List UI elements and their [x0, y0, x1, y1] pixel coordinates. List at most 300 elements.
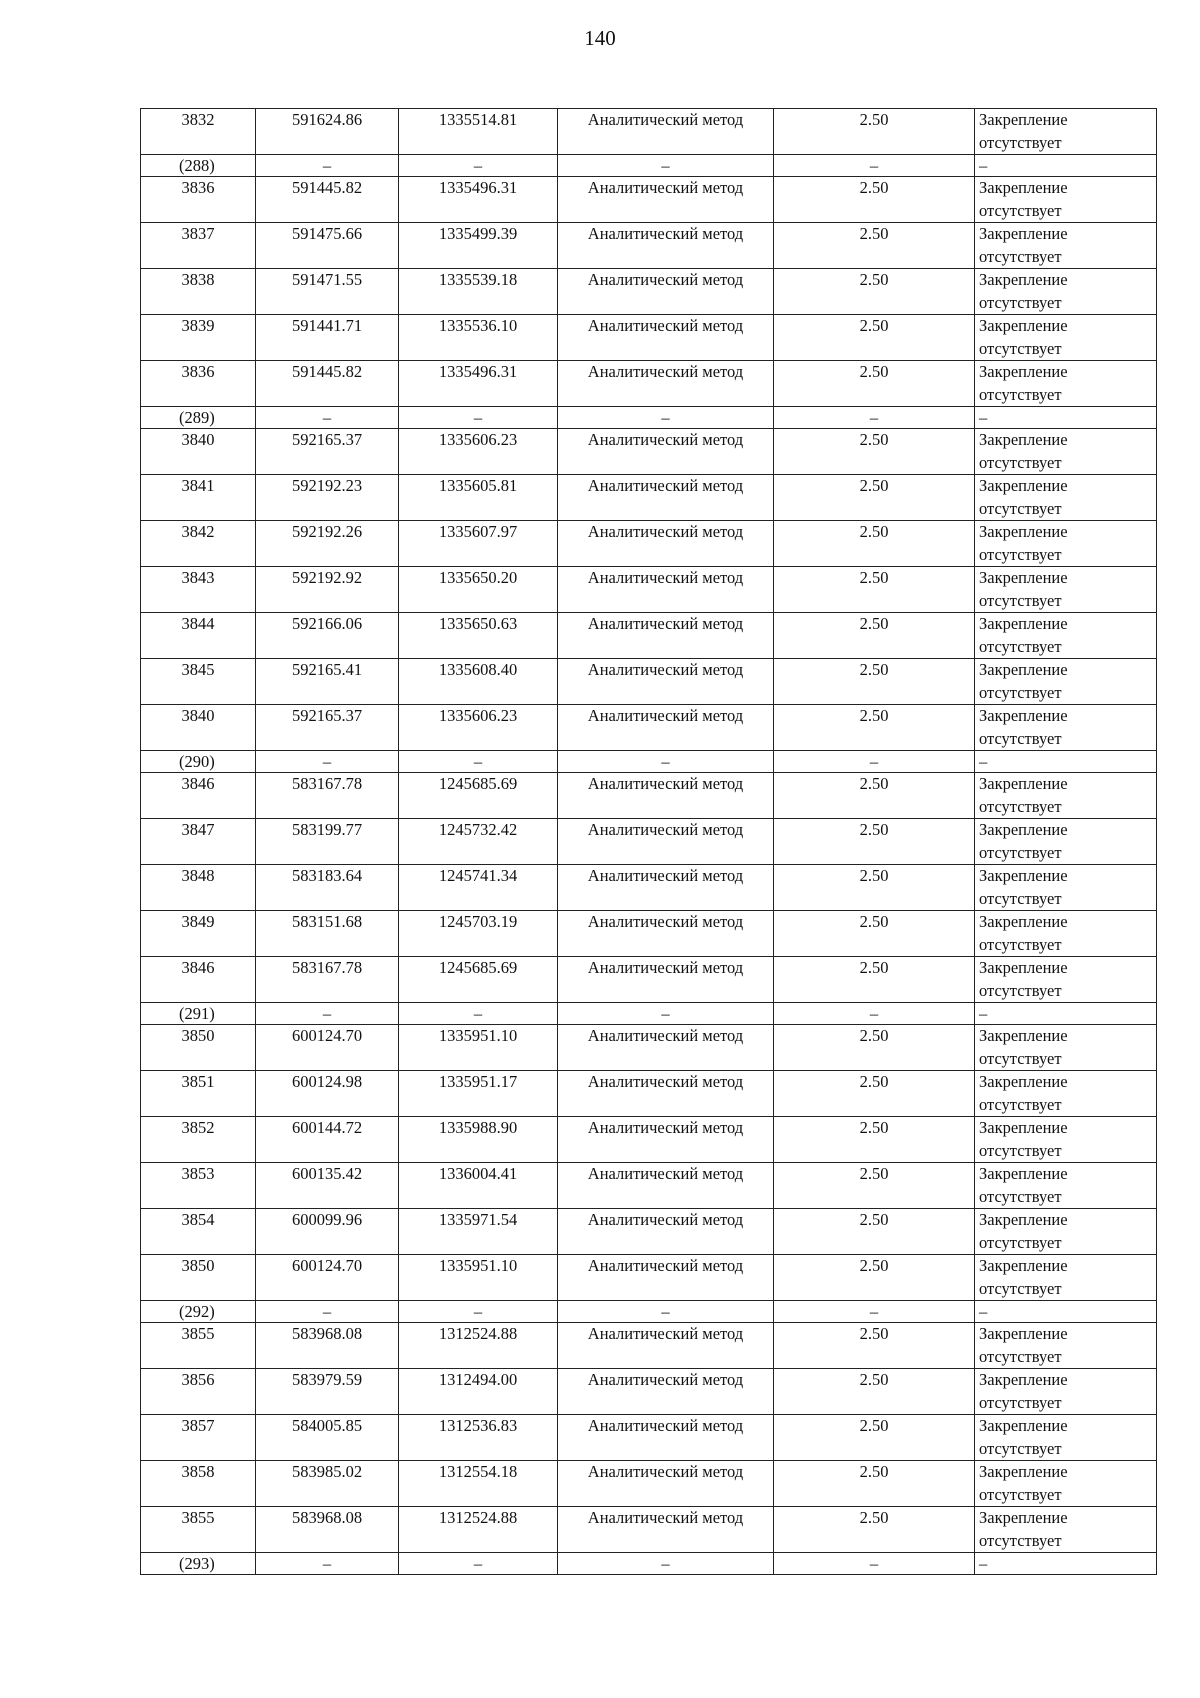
- fixation-line: Закрепление: [979, 1118, 1068, 1137]
- y-coordinate-cell: 1335650.20: [399, 567, 558, 613]
- point-row: [141, 705, 1157, 751]
- point-row: [141, 1163, 1157, 1209]
- point-number-cell: 3842: [141, 521, 256, 567]
- method-cell: Аналитический метод: [558, 1163, 774, 1209]
- point-number-cell: 3846: [141, 957, 256, 1003]
- section-label-cell: (290): [141, 751, 256, 773]
- accuracy-cell: 2.50: [774, 223, 975, 269]
- fixation-line: отсутствует: [979, 1530, 1062, 1550]
- dash-fixation-cell: –: [975, 407, 1157, 429]
- fixation-cell: [975, 911, 1157, 957]
- dash-accuracy-cell: –: [774, 751, 975, 773]
- x-coordinate-cell: 592192.23: [256, 475, 399, 521]
- y-coordinate-cell: 1335608.40: [399, 659, 558, 705]
- method-cell: Аналитический метод: [558, 911, 774, 957]
- point-row: [141, 1025, 1157, 1071]
- y-coordinate-cell: 1312554.18: [399, 1461, 558, 1507]
- point-row: [141, 865, 1157, 911]
- x-coordinate-cell: 584005.85: [256, 1415, 399, 1461]
- x-coordinate-cell: 600099.96: [256, 1209, 399, 1255]
- method-cell: Аналитический метод: [558, 819, 774, 865]
- method-cell: Аналитический метод: [558, 659, 774, 705]
- y-coordinate-cell: 1335606.23: [399, 705, 558, 751]
- y-coordinate-cell: 1245741.34: [399, 865, 558, 911]
- method-cell: Аналитический метод: [558, 1025, 774, 1071]
- accuracy-cell: 2.50: [774, 475, 975, 521]
- fixation-cell: [975, 1415, 1157, 1461]
- fixation-line: Закрепление: [979, 1026, 1068, 1045]
- fixation-line: Закрепление: [979, 1164, 1068, 1183]
- fixation-line: отсутствует: [979, 1094, 1062, 1114]
- x-coordinate-cell: 600124.70: [256, 1025, 399, 1071]
- dash-y-cell: –: [399, 1553, 558, 1575]
- point-number-cell: 3837: [141, 223, 256, 269]
- x-coordinate-cell: 583199.77: [256, 819, 399, 865]
- dash-y-cell: –: [399, 407, 558, 429]
- fixation-line: отсутствует: [979, 246, 1062, 266]
- fixation-line: Закрепление: [979, 820, 1068, 839]
- fixation-line: отсутствует: [979, 384, 1062, 404]
- section-label-cell: (289): [141, 407, 256, 429]
- accuracy-cell: 2.50: [774, 521, 975, 567]
- point-row: [141, 1323, 1157, 1369]
- accuracy-cell: 2.50: [774, 1323, 975, 1369]
- fixation-cell: [975, 819, 1157, 865]
- fixation-cell: [975, 269, 1157, 315]
- accuracy-cell: 2.50: [774, 1025, 975, 1071]
- dash-fixation-cell: –: [975, 155, 1157, 177]
- x-coordinate-cell: 592192.92: [256, 567, 399, 613]
- fixation-cell: [975, 957, 1157, 1003]
- x-coordinate-cell: 591445.82: [256, 177, 399, 223]
- point-row: [141, 269, 1157, 315]
- y-coordinate-cell: 1312536.83: [399, 1415, 558, 1461]
- x-coordinate-cell: 591441.71: [256, 315, 399, 361]
- dash-fixation-cell: –: [975, 1301, 1157, 1323]
- fixation-line: Закрепление: [979, 224, 1068, 243]
- method-cell: Аналитический метод: [558, 223, 774, 269]
- fixation-line: Закрепление: [979, 614, 1068, 633]
- point-row: [141, 177, 1157, 223]
- y-coordinate-cell: 1335514.81: [399, 109, 558, 155]
- dash-method-cell: –: [558, 155, 774, 177]
- point-row: [141, 773, 1157, 819]
- point-number-cell: 3836: [141, 177, 256, 223]
- fixation-cell: [975, 315, 1157, 361]
- fixation-line: отсутствует: [979, 1346, 1062, 1366]
- method-cell: Аналитический метод: [558, 1255, 774, 1301]
- fixation-line: Закрепление: [979, 660, 1068, 679]
- dash-y-cell: –: [399, 1301, 558, 1323]
- fixation-line: Закрепление: [979, 270, 1068, 289]
- x-coordinate-cell: 592166.06: [256, 613, 399, 659]
- fixation-cell: [975, 1461, 1157, 1507]
- fixation-cell: [975, 773, 1157, 819]
- method-cell: Аналитический метод: [558, 705, 774, 751]
- y-coordinate-cell: 1312524.88: [399, 1323, 558, 1369]
- fixation-line: Закрепление: [979, 1256, 1068, 1275]
- fixation-line: отсутствует: [979, 980, 1062, 1000]
- fixation-line: отсутствует: [979, 682, 1062, 702]
- y-coordinate-cell: 1335496.31: [399, 361, 558, 407]
- x-coordinate-cell: 583167.78: [256, 957, 399, 1003]
- x-coordinate-cell: 583979.59: [256, 1369, 399, 1415]
- y-coordinate-cell: 1245685.69: [399, 773, 558, 819]
- fixation-line: отсутствует: [979, 842, 1062, 862]
- point-row: [141, 109, 1157, 155]
- point-row: [141, 659, 1157, 705]
- point-number-cell: 3852: [141, 1117, 256, 1163]
- y-coordinate-cell: 1312494.00: [399, 1369, 558, 1415]
- fixation-cell: [975, 1323, 1157, 1369]
- fixation-line: Закрепление: [979, 476, 1068, 495]
- point-number-cell: 3849: [141, 911, 256, 957]
- fixation-line: отсутствует: [979, 1140, 1062, 1160]
- point-row: [141, 1415, 1157, 1461]
- fixation-cell: [975, 1209, 1157, 1255]
- accuracy-cell: 2.50: [774, 109, 975, 155]
- method-cell: Аналитический метод: [558, 865, 774, 911]
- point-number-cell: 3845: [141, 659, 256, 705]
- y-coordinate-cell: 1335499.39: [399, 223, 558, 269]
- fixation-line: Закрепление: [979, 522, 1068, 541]
- section-separator-row: [141, 407, 1157, 429]
- method-cell: Аналитический метод: [558, 429, 774, 475]
- y-coordinate-cell: 1335650.63: [399, 613, 558, 659]
- dash-accuracy-cell: –: [774, 1301, 975, 1323]
- fixation-cell: [975, 865, 1157, 911]
- fixation-cell: [975, 613, 1157, 659]
- accuracy-cell: 2.50: [774, 1117, 975, 1163]
- fixation-cell: [975, 567, 1157, 613]
- point-row: [141, 429, 1157, 475]
- method-cell: Аналитический метод: [558, 1369, 774, 1415]
- fixation-line: Закрепление: [979, 958, 1068, 977]
- y-coordinate-cell: 1335536.10: [399, 315, 558, 361]
- point-number-cell: 3848: [141, 865, 256, 911]
- point-row: [141, 1117, 1157, 1163]
- fixation-line: отсутствует: [979, 934, 1062, 954]
- fixation-line: отсутствует: [979, 1232, 1062, 1252]
- accuracy-cell: 2.50: [774, 1369, 975, 1415]
- fixation-line: Закрепление: [979, 866, 1068, 885]
- method-cell: Аналитический метод: [558, 1117, 774, 1163]
- fixation-cell: [975, 223, 1157, 269]
- dash-accuracy-cell: –: [774, 1553, 975, 1575]
- x-coordinate-cell: 583183.64: [256, 865, 399, 911]
- x-coordinate-cell: 583968.08: [256, 1507, 399, 1553]
- point-number-cell: 3832: [141, 109, 256, 155]
- fixation-line: отсутствует: [979, 1392, 1062, 1412]
- fixation-line: отсутствует: [979, 544, 1062, 564]
- section-separator-row: [141, 1301, 1157, 1323]
- method-cell: Аналитический метод: [558, 109, 774, 155]
- fixation-cell: [975, 475, 1157, 521]
- method-cell: Аналитический метод: [558, 1071, 774, 1117]
- fixation-line: отсутствует: [979, 452, 1062, 472]
- section-separator-row: [141, 751, 1157, 773]
- point-row: [141, 911, 1157, 957]
- fixation-line: Закрепление: [979, 362, 1068, 381]
- dash-x-cell: –: [256, 155, 399, 177]
- fixation-cell: [975, 1369, 1157, 1415]
- point-number-cell: 3850: [141, 1255, 256, 1301]
- point-row: [141, 1209, 1157, 1255]
- fixation-line: Закрепление: [979, 1508, 1068, 1527]
- point-row: [141, 223, 1157, 269]
- accuracy-cell: 2.50: [774, 1255, 975, 1301]
- fixation-line: Закрепление: [979, 1462, 1068, 1481]
- fixation-cell: [975, 659, 1157, 705]
- dash-fixation-cell: –: [975, 1003, 1157, 1025]
- fixation-line: отсутствует: [979, 1484, 1062, 1504]
- fixation-line: отсутствует: [979, 728, 1062, 748]
- fixation-line: отсутствует: [979, 200, 1062, 220]
- section-separator-row: [141, 155, 1157, 177]
- fixation-cell: [975, 521, 1157, 567]
- fixation-line: Закрепление: [979, 1324, 1068, 1343]
- x-coordinate-cell: 592165.41: [256, 659, 399, 705]
- accuracy-cell: 2.50: [774, 1461, 975, 1507]
- x-coordinate-cell: 591471.55: [256, 269, 399, 315]
- fixation-cell: [975, 1025, 1157, 1071]
- y-coordinate-cell: 1312524.88: [399, 1507, 558, 1553]
- method-cell: Аналитический метод: [558, 315, 774, 361]
- x-coordinate-cell: 600135.42: [256, 1163, 399, 1209]
- point-number-cell: 3841: [141, 475, 256, 521]
- point-row: [141, 315, 1157, 361]
- fixation-cell: [975, 429, 1157, 475]
- accuracy-cell: 2.50: [774, 429, 975, 475]
- point-row: [141, 1071, 1157, 1117]
- dash-method-cell: –: [558, 407, 774, 429]
- fixation-line: Закрепление: [979, 110, 1068, 129]
- fixation-line: Закрепление: [979, 1210, 1068, 1229]
- accuracy-cell: 2.50: [774, 1209, 975, 1255]
- accuracy-cell: 2.50: [774, 269, 975, 315]
- fixation-cell: [975, 177, 1157, 223]
- method-cell: Аналитический метод: [558, 475, 774, 521]
- fixation-line: отсутствует: [979, 1278, 1062, 1298]
- accuracy-cell: 2.50: [774, 705, 975, 751]
- coordinates-table-body: [141, 109, 1157, 1575]
- x-coordinate-cell: 592165.37: [256, 429, 399, 475]
- accuracy-cell: 2.50: [774, 911, 975, 957]
- point-row: [141, 613, 1157, 659]
- method-cell: Аналитический метод: [558, 269, 774, 315]
- method-cell: Аналитический метод: [558, 773, 774, 819]
- dash-method-cell: –: [558, 751, 774, 773]
- dash-fixation-cell: –: [975, 751, 1157, 773]
- accuracy-cell: 2.50: [774, 1071, 975, 1117]
- fixation-cell: [975, 1163, 1157, 1209]
- fixation-line: отсутствует: [979, 636, 1062, 656]
- fixation-line: отсутствует: [979, 590, 1062, 610]
- y-coordinate-cell: 1245732.42: [399, 819, 558, 865]
- section-label-cell: (293): [141, 1553, 256, 1575]
- y-coordinate-cell: 1245703.19: [399, 911, 558, 957]
- x-coordinate-cell: 583151.68: [256, 911, 399, 957]
- x-coordinate-cell: 583968.08: [256, 1323, 399, 1369]
- dash-fixation-cell: –: [975, 1553, 1157, 1575]
- section-separator-row: [141, 1553, 1157, 1575]
- point-number-cell: 3853: [141, 1163, 256, 1209]
- dash-method-cell: –: [558, 1003, 774, 1025]
- accuracy-cell: 2.50: [774, 1163, 975, 1209]
- point-number-cell: 3851: [141, 1071, 256, 1117]
- fixation-line: Закрепление: [979, 568, 1068, 587]
- x-coordinate-cell: 591475.66: [256, 223, 399, 269]
- point-row: [141, 521, 1157, 567]
- dash-accuracy-cell: –: [774, 1003, 975, 1025]
- method-cell: Аналитический метод: [558, 1461, 774, 1507]
- fixation-cell: [975, 109, 1157, 155]
- point-number-cell: 3850: [141, 1025, 256, 1071]
- fixation-line: Закрепление: [979, 178, 1068, 197]
- y-coordinate-cell: 1335951.17: [399, 1071, 558, 1117]
- dash-x-cell: –: [256, 1301, 399, 1323]
- accuracy-cell: 2.50: [774, 1507, 975, 1553]
- fixation-cell: [975, 705, 1157, 751]
- x-coordinate-cell: 591624.86: [256, 109, 399, 155]
- point-number-cell: 3843: [141, 567, 256, 613]
- fixation-line: Закрепление: [979, 774, 1068, 793]
- accuracy-cell: 2.50: [774, 865, 975, 911]
- y-coordinate-cell: 1335971.54: [399, 1209, 558, 1255]
- point-number-cell: 3840: [141, 705, 256, 751]
- point-number-cell: 3836: [141, 361, 256, 407]
- page-number: 140: [584, 26, 616, 50]
- point-number-cell: 3838: [141, 269, 256, 315]
- fixation-cell: [975, 1507, 1157, 1553]
- fixation-line: отсутствует: [979, 1186, 1062, 1206]
- fixation-cell: [975, 1255, 1157, 1301]
- y-coordinate-cell: 1335951.10: [399, 1025, 558, 1071]
- x-coordinate-cell: 583167.78: [256, 773, 399, 819]
- fixation-line: отсутствует: [979, 1438, 1062, 1458]
- dash-y-cell: –: [399, 155, 558, 177]
- point-row: [141, 567, 1157, 613]
- point-number-cell: 3854: [141, 1209, 256, 1255]
- y-coordinate-cell: 1245685.69: [399, 957, 558, 1003]
- fixation-line: отсутствует: [979, 888, 1062, 908]
- point-row: [141, 1461, 1157, 1507]
- fixation-line: Закрепление: [979, 430, 1068, 449]
- point-row: [141, 1255, 1157, 1301]
- dash-x-cell: –: [256, 1003, 399, 1025]
- dash-y-cell: –: [399, 1003, 558, 1025]
- fixation-line: Закрепление: [979, 1416, 1068, 1435]
- coordinates-table: [140, 108, 1157, 1575]
- section-label-cell: (292): [141, 1301, 256, 1323]
- accuracy-cell: 2.50: [774, 613, 975, 659]
- x-coordinate-cell: 583985.02: [256, 1461, 399, 1507]
- fixation-line: Закрепление: [979, 912, 1068, 931]
- accuracy-cell: 2.50: [774, 361, 975, 407]
- fixation-line: отсутствует: [979, 498, 1062, 518]
- y-coordinate-cell: 1335607.97: [399, 521, 558, 567]
- y-coordinate-cell: 1335539.18: [399, 269, 558, 315]
- fixation-cell: [975, 1117, 1157, 1163]
- method-cell: Аналитический метод: [558, 957, 774, 1003]
- accuracy-cell: 2.50: [774, 567, 975, 613]
- section-label-cell: (291): [141, 1003, 256, 1025]
- dash-method-cell: –: [558, 1553, 774, 1575]
- accuracy-cell: 2.50: [774, 659, 975, 705]
- fixation-line: отсутствует: [979, 1048, 1062, 1068]
- dash-y-cell: –: [399, 751, 558, 773]
- point-number-cell: 3855: [141, 1323, 256, 1369]
- y-coordinate-cell: 1335951.10: [399, 1255, 558, 1301]
- x-coordinate-cell: 600124.98: [256, 1071, 399, 1117]
- method-cell: Аналитический метод: [558, 361, 774, 407]
- point-number-cell: 3857: [141, 1415, 256, 1461]
- x-coordinate-cell: 592192.26: [256, 521, 399, 567]
- fixation-line: Закрепление: [979, 1072, 1068, 1091]
- point-number-cell: 3846: [141, 773, 256, 819]
- x-coordinate-cell: 600144.72: [256, 1117, 399, 1163]
- point-row: [141, 1369, 1157, 1415]
- point-number-cell: 3844: [141, 613, 256, 659]
- point-number-cell: 3858: [141, 1461, 256, 1507]
- accuracy-cell: 2.50: [774, 819, 975, 865]
- accuracy-cell: 2.50: [774, 1415, 975, 1461]
- point-row: [141, 361, 1157, 407]
- section-label-cell: (288): [141, 155, 256, 177]
- point-number-cell: 3855: [141, 1507, 256, 1553]
- x-coordinate-cell: 591445.82: [256, 361, 399, 407]
- dash-accuracy-cell: –: [774, 407, 975, 429]
- y-coordinate-cell: 1336004.41: [399, 1163, 558, 1209]
- accuracy-cell: 2.50: [774, 315, 975, 361]
- section-separator-row: [141, 1003, 1157, 1025]
- method-cell: Аналитический метод: [558, 567, 774, 613]
- method-cell: Аналитический метод: [558, 613, 774, 659]
- method-cell: Аналитический метод: [558, 177, 774, 223]
- accuracy-cell: 2.50: [774, 957, 975, 1003]
- accuracy-cell: 2.50: [774, 177, 975, 223]
- point-row: [141, 957, 1157, 1003]
- dash-method-cell: –: [558, 1301, 774, 1323]
- fixation-line: отсутствует: [979, 132, 1062, 152]
- y-coordinate-cell: 1335606.23: [399, 429, 558, 475]
- method-cell: Аналитический метод: [558, 1323, 774, 1369]
- dash-x-cell: –: [256, 751, 399, 773]
- fixation-line: отсутствует: [979, 338, 1062, 358]
- fixation-line: Закрепление: [979, 316, 1068, 335]
- point-number-cell: 3847: [141, 819, 256, 865]
- method-cell: Аналитический метод: [558, 521, 774, 567]
- dash-x-cell: –: [256, 407, 399, 429]
- fixation-line: Закрепление: [979, 1370, 1068, 1389]
- fixation-line: Закрепление: [979, 706, 1068, 725]
- dash-x-cell: –: [256, 1553, 399, 1575]
- fixation-cell: [975, 1071, 1157, 1117]
- point-row: [141, 819, 1157, 865]
- fixation-line: отсутствует: [979, 292, 1062, 312]
- fixation-cell: [975, 361, 1157, 407]
- point-number-cell: 3840: [141, 429, 256, 475]
- dash-accuracy-cell: –: [774, 155, 975, 177]
- point-number-cell: 3839: [141, 315, 256, 361]
- method-cell: Аналитический метод: [558, 1209, 774, 1255]
- x-coordinate-cell: 600124.70: [256, 1255, 399, 1301]
- accuracy-cell: 2.50: [774, 773, 975, 819]
- y-coordinate-cell: 1335605.81: [399, 475, 558, 521]
- x-coordinate-cell: 592165.37: [256, 705, 399, 751]
- y-coordinate-cell: 1335496.31: [399, 177, 558, 223]
- method-cell: Аналитический метод: [558, 1415, 774, 1461]
